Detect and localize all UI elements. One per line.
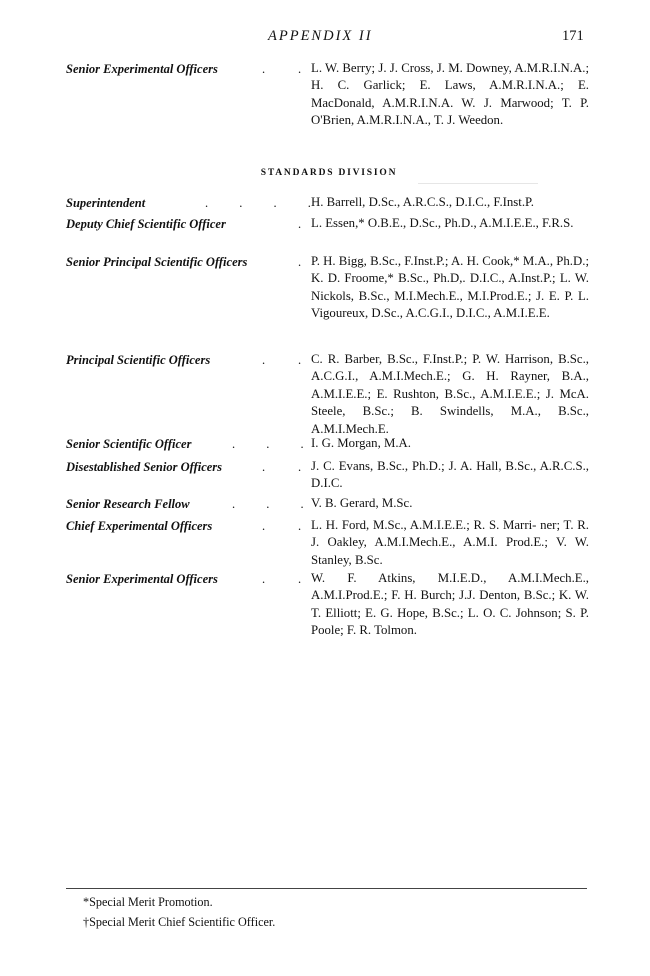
entry-names: W. F. Atkins, M.I.E.D., A.M.I.Mech.E., A.M.I.Prod.E.; F. H. Burch; J.J. Denton, B.Sc.; K. W. T. Elliott; E. G. Hope, B.Sc.; L. O. C. Johnson; S. P. Poole; F. R. Tolmon. [311, 571, 589, 638]
page-number: 171 [562, 28, 584, 44]
running-head [0, 28, 650, 48]
entry-names: L. H. Ford, M.Sc., A.M.I.E.E.; R. S. Marri- ner; T. R. J. Oakley, A.M.I.Mech.E., A.M.I. Prod.E.; V. W. Stanley, B.Sc. [311, 518, 589, 567]
entry-title: Senior Scientific Officer [66, 437, 192, 451]
footnote: *Special Merit Promotion. [83, 895, 213, 909]
entry-names: P. H. Bigg, B.Sc., F.Inst.P.; A. H. Cook,* M.A., Ph.D.; K. D. Froome,* B.Sc., Ph.D,. D.I.C., A.Inst.P.; L. W. Nickols, B.Sc., M.I.Mech.E., M.I.Prod.E.; J. E. P. L. Vigoureux, D.Sc., A.C.G.I., D.I.C., A.M.I.E.E. [311, 254, 589, 321]
leader-dots: . [298, 62, 316, 76]
footnote-rule [66, 888, 587, 889]
entry-title: Deputy Chief Scientific Officer [66, 217, 226, 231]
entry-names: L. Essen,* O.B.E., D.Sc., Ph.D., A.M.I.E.E., F.R.S. [311, 216, 574, 230]
leader-dots: . [262, 62, 280, 76]
divider [418, 183, 538, 184]
entry-names: L. W. Berry; J. J. Cross, J. M. Downey, A.M.R.I.N.A.; H. C. Garlick; E. Laws, A.M.R.I.N.A.; E. MacDonald, A.M.R.I.N.A. W. J. Marwood; T. P. O'Brien, A.M.R.I.N.A., T. J. Weedon. [311, 61, 589, 128]
entry-title: Principal Scientific Officers [66, 353, 211, 367]
entry-names: V. B. Gerard, M.Sc. [311, 496, 413, 510]
entry-title: Senior Experimental Officers [66, 62, 218, 76]
leader-dots: . [298, 572, 316, 586]
entry-names: I. G. Morgan, M.A. [311, 436, 412, 450]
entry-title: Senior Experimental Officers [66, 572, 218, 586]
leader-dots: . [298, 519, 316, 533]
leader-dots: . . . [232, 497, 318, 511]
leader-dots: . [262, 460, 280, 474]
entry-title: Superintendent [66, 196, 146, 210]
leader-dots: . [262, 519, 280, 533]
entry-title: Senior Principal Scientific Officers [66, 255, 248, 269]
leader-dots: . [298, 255, 316, 269]
leader-dots: . . . [232, 437, 318, 451]
entry-names: J. C. Evans, B.Sc., Ph.D.; J. A. Hall, B.Sc., A.R.C.S., D.I.C. [311, 459, 589, 491]
entry-names: C. R. Barber, B.Sc., F.Inst.P.; P. W. Harrison, B.Sc., A.C.G.I., A.M.I.Mech.E.; G. H. Rayner, B.A., A.M.I.E.E.; E. Rushton, B.Sc., A.M.I.E.E.; J. McA. Steele, B.Sc.; B. Swindells, M.A., B.Sc., A.M.I.Mech.E. [311, 352, 589, 436]
entry-names: H. Barrell, D.Sc., A.R.C.S., D.I.C., F.Inst.P. [311, 195, 534, 209]
entry-title: Chief Experimental Officers [66, 519, 213, 533]
section-heading: STANDARDS DIVISION [260, 168, 398, 178]
leader-dots: . [262, 572, 280, 586]
leader-dots: . [298, 217, 316, 231]
leader-dots: . . . . [205, 196, 325, 210]
footnote: †Special Merit Chief Scientific Officer. [83, 915, 276, 929]
entry-title: Disestablished Senior Officers [66, 460, 223, 474]
leader-dots: . [298, 353, 316, 367]
leader-dots: . [298, 460, 316, 474]
entry-title: Senior Research Fellow [66, 497, 190, 511]
leader-dots: . [262, 353, 280, 367]
running-title: APPENDIX II [268, 28, 373, 44]
